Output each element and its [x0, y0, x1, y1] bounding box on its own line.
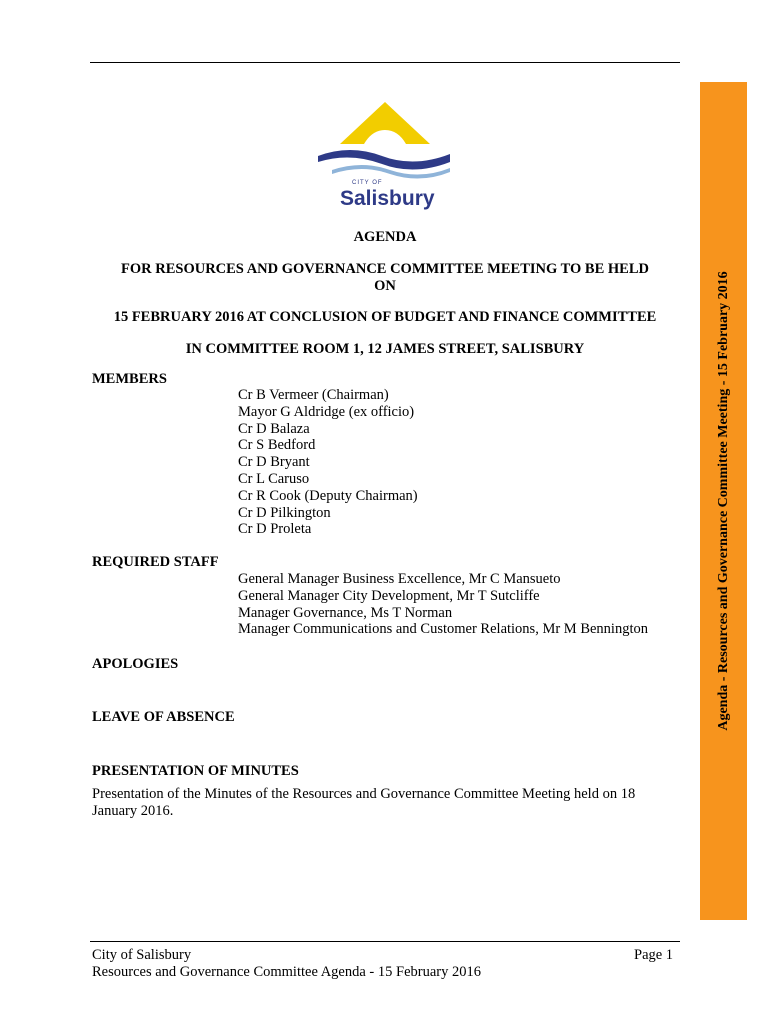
- meeting-line-1: FOR RESOURCES AND GOVERNANCE COMMITTEE MEETING TO BE HELD: [121, 261, 649, 277]
- meeting-line-1b: ON: [374, 278, 396, 294]
- meeting-line-3: IN COMMITTEE ROOM 1, 12 JAMES STREET, SALISBURY: [185, 341, 585, 357]
- staff-list: [238, 571, 648, 638]
- leave-heading: LEAVE OF ABSENCE: [92, 709, 235, 725]
- member-item: Cr S Bedford: [238, 437, 316, 454]
- apologies-heading: APOLOGIES: [92, 656, 179, 672]
- top-rule: [90, 62, 680, 63]
- staff-item: General Manager Business Excellence, Mr C Mansueto: [238, 571, 561, 587]
- agenda-title: AGENDA: [353, 229, 417, 245]
- member-item: Mayor G Aldridge (ex officio): [238, 403, 415, 420]
- meeting-line-2: 15 FEBRUARY 2016 AT CONCLUSION OF BUDGET AND FINANCE COMMITTEE: [113, 309, 657, 325]
- staff-item: Manager Communications and Customer Relations, Mr M Bennington: [238, 621, 648, 638]
- footer: [92, 947, 481, 981]
- member-item: Cr D Bryant: [238, 454, 310, 471]
- logo-graphic: [310, 100, 460, 212]
- side-tab: [700, 82, 747, 920]
- member-item: Cr L Caruso: [238, 470, 310, 487]
- minutes-text: Presentation of the Minutes of the Resources and Governance Committee Meeting held on 18 January 2016.: [92, 786, 636, 819]
- staff-item: Manager Governance, Ms T Norman: [238, 604, 453, 621]
- member-item: Cr R Cook (Deputy Chairman): [238, 487, 418, 504]
- logo-top-text: CITY OF: [352, 180, 383, 186]
- staff-heading: REQUIRED STAFF: [92, 554, 219, 570]
- minutes-heading: PRESENTATION OF MINUTES: [92, 763, 299, 779]
- member-item: Cr D Pilkington: [238, 504, 331, 521]
- members-heading: MEMBERS: [92, 371, 167, 387]
- member-item: Cr B Vermeer (Chairman): [238, 387, 389, 403]
- member-item: Cr D Proleta: [238, 521, 312, 538]
- staff-item: General Manager City Development, Mr T Sutcliffe: [238, 587, 540, 604]
- footer-title: Resources and Governance Committee Agenda - 15 February 2016: [92, 964, 481, 980]
- logo-name: Salisbury: [340, 187, 435, 210]
- page-number: Page 1: [634, 947, 674, 963]
- city-of-salisbury-logo: [310, 100, 460, 212]
- members-list: [238, 387, 418, 538]
- bottom-rule: [90, 941, 680, 942]
- footer-org: City of Salisbury: [92, 947, 192, 963]
- member-item: Cr D Balaza: [238, 420, 310, 437]
- side-tab-text: Agenda - Resources and Governance Committee Meeting - 15 February 2016: [715, 271, 731, 731]
